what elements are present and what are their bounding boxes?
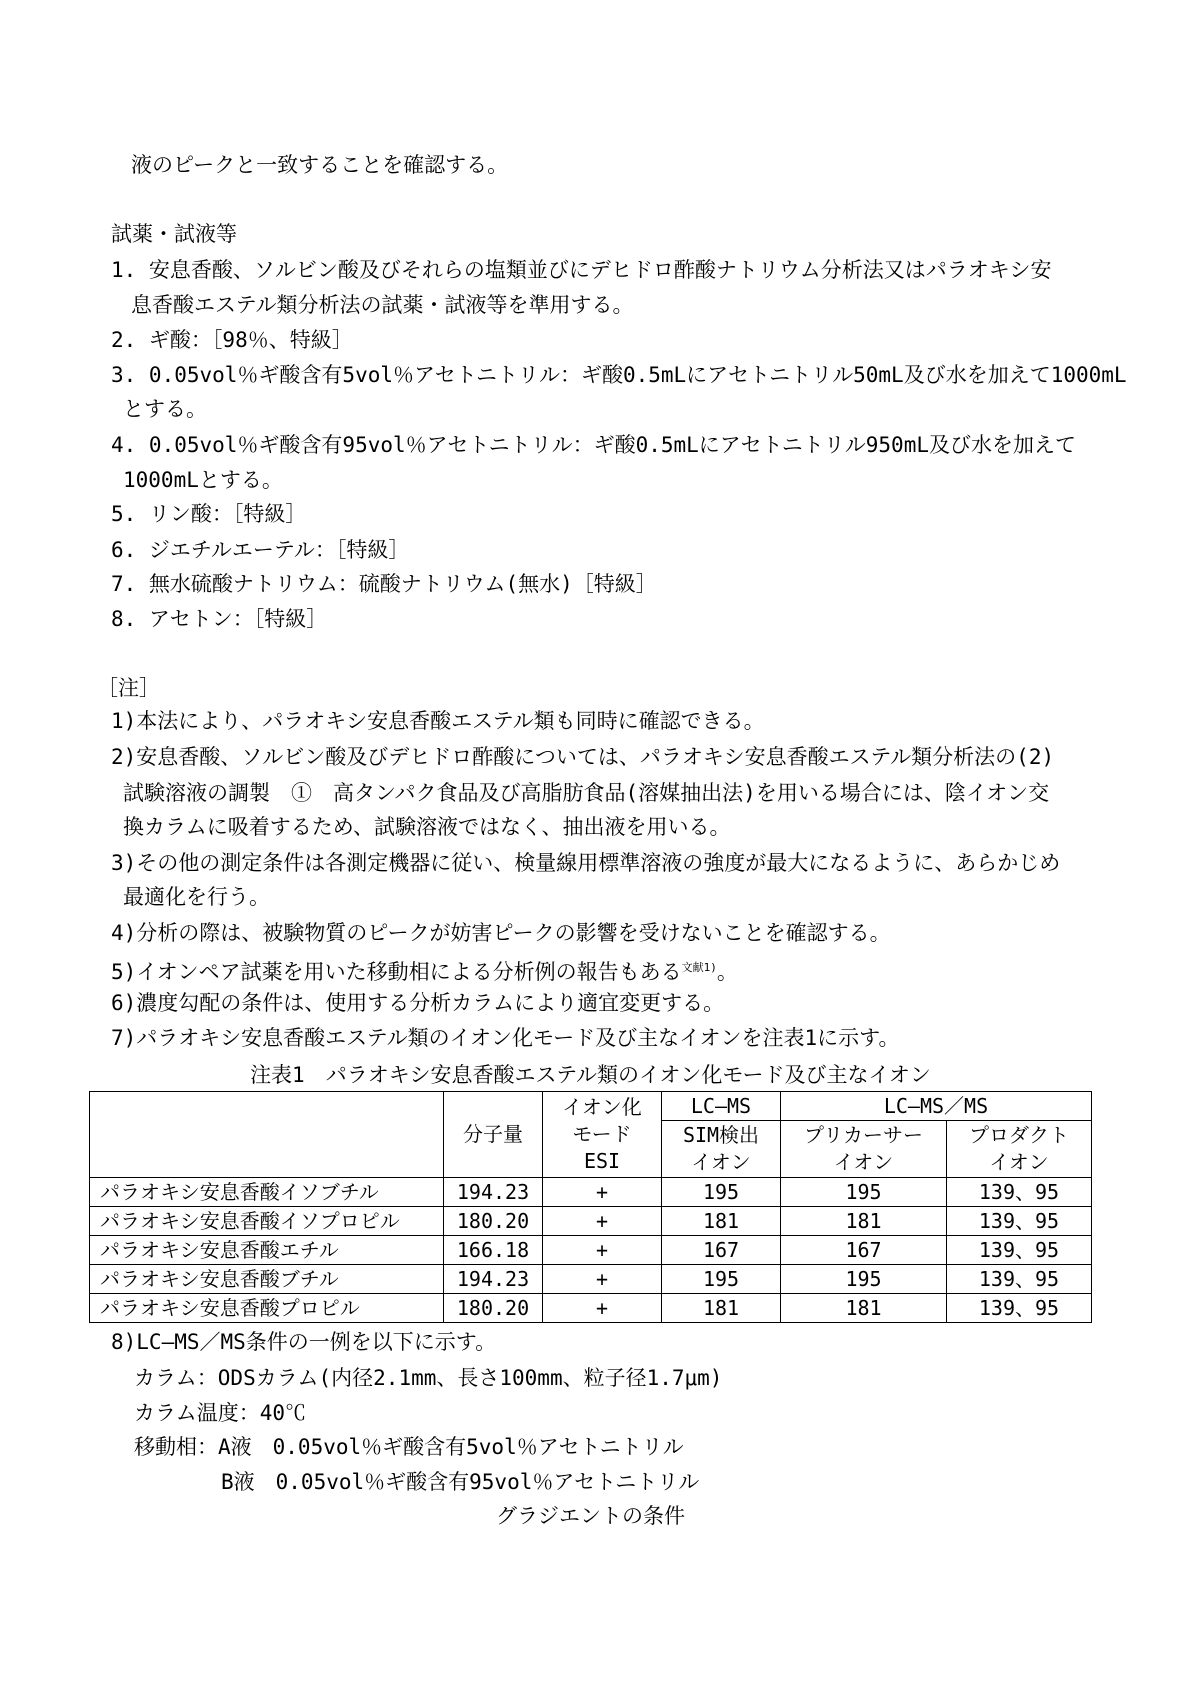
note-2-cont: 試験溶液の調製 ① 高タンパク食品及び高脂肪食品(溶媒抽出法)を用いる場合には、陰イオン交 xyxy=(123,781,1050,805)
header-sim-l1: SIM検出 xyxy=(682,1123,760,1147)
header-mode-l2: モード xyxy=(572,1122,632,1146)
header-mode xyxy=(543,1092,662,1178)
reagents-heading: 試薬・試液等 xyxy=(111,222,237,246)
product-ions: 139、95 xyxy=(947,1294,1092,1323)
product-ions: 139、95 xyxy=(947,1265,1092,1294)
reagent-item-6: 6. ジエチルエーテル：［特級］ xyxy=(111,538,410,562)
intro-line: 液のピークと一致することを確認する。 xyxy=(131,153,509,177)
sim-ion: 195 xyxy=(662,1265,781,1294)
reagent-item-4: 4. 0.05vol％ギ酸含有95vol％アセトニトリル：ギ酸0.5mLにアセトニトリル950mL及び水を加えて xyxy=(111,433,1076,457)
header-product xyxy=(947,1121,1092,1178)
table-row xyxy=(90,1265,1092,1294)
ionization-mode: + xyxy=(543,1294,662,1323)
reagent-item-2: 2. ギ酸：［98％、特級］ xyxy=(111,328,353,352)
reagent-item-1-cont: 息香酸エステル類分析法の試薬・試液等を準用する。 xyxy=(131,293,634,317)
product-ions: 139、95 xyxy=(947,1207,1092,1236)
reagent-item-8: 8. アセトン：［特級］ xyxy=(111,607,328,631)
precursor-ion: 181 xyxy=(781,1207,947,1236)
note-2-cont2: 換カラムに吸着するため、試験溶液ではなく、抽出液を用いる。 xyxy=(123,815,731,839)
compound-name: パラオキシ安息香酸イソプロピル xyxy=(90,1207,444,1236)
table-row xyxy=(90,1294,1092,1323)
ionization-mode: + xyxy=(543,1236,662,1265)
precursor-ion: 181 xyxy=(781,1294,947,1323)
header-mw: 分子量 xyxy=(444,1092,543,1178)
column-temperature: カラム温度：40℃ xyxy=(134,1401,307,1425)
ionization-mode: + xyxy=(543,1207,662,1236)
note-3-cont: 最適化を行う。 xyxy=(123,885,270,909)
header-sim xyxy=(662,1121,781,1178)
column-condition: カラム：ODSカラム(内径2.1mm、長さ100mm、粒子径1.7μm) xyxy=(134,1366,723,1390)
molecular-weight: 166.18 xyxy=(444,1236,543,1265)
product-ions: 139、95 xyxy=(947,1178,1092,1207)
ionization-table xyxy=(89,1091,1092,1323)
compound-name: パラオキシ安息香酸ブチル xyxy=(90,1265,444,1294)
precursor-ion: 167 xyxy=(781,1236,947,1265)
header-product-l1: プロダクト xyxy=(969,1123,1069,1147)
reagent-item-3: 3. 0.05vol％ギ酸含有5vol％アセトニトリル：ギ酸0.5mLにアセトニトリル50mL及び水を加えて1000mL xyxy=(111,363,1127,387)
table-row xyxy=(90,1207,1092,1236)
header-lcms: LC―MS xyxy=(662,1092,781,1121)
header-lcmsms: LC―MS／MS xyxy=(781,1092,1092,1121)
sim-ion: 181 xyxy=(662,1294,781,1323)
mobile-phase-a: 移動相：A液 0.05vol％ギ酸含有5vol％アセトニトリル xyxy=(134,1435,684,1459)
compound-name: パラオキシ安息香酸プロピル xyxy=(90,1294,444,1323)
header-product-l2: イオン xyxy=(989,1150,1049,1174)
note-7: 7)パラオキシ安息香酸エステル類のイオン化モード及び主なイオンを注表1に示す。 xyxy=(111,1026,900,1050)
table-row xyxy=(90,1236,1092,1265)
sim-ion: 167 xyxy=(662,1236,781,1265)
header-blank xyxy=(90,1092,444,1178)
header-mode-l1: イオン化 xyxy=(562,1095,642,1119)
note-1: 1)本法により、パラオキシ安息香酸エステル類も同時に確認できる。 xyxy=(111,709,765,733)
gradient-title: グラジエントの条件 xyxy=(496,1504,685,1528)
molecular-weight: 194.23 xyxy=(444,1265,543,1294)
reference-superscript: 文献1) xyxy=(681,961,717,974)
note-3: 3)その他の測定条件は各測定機器に従い、検量線用標準溶液の強度が最大になるように、あらかじめ xyxy=(111,851,1061,875)
note-6: 6)濃度勾配の条件は、使用する分析カラムにより適宜変更する。 xyxy=(111,991,725,1015)
reagent-item-4-cont: 1000mLとする。 xyxy=(123,468,283,492)
product-ions: 139、95 xyxy=(947,1236,1092,1265)
table-caption: 注表1 パラオキシ安息香酸エステル類のイオン化モード及び主なイオン xyxy=(250,1063,931,1087)
ionization-mode: + xyxy=(543,1265,662,1294)
note-5-text: 5)イオンペア試薬を用いた移動相による分析例の報告もある xyxy=(111,960,682,984)
header-precursor-l2: イオン xyxy=(833,1150,894,1174)
ionization-mode: + xyxy=(543,1178,662,1207)
table-row xyxy=(90,1178,1092,1207)
header-sim-l2: イオン xyxy=(691,1150,751,1174)
conditions-title: 8)LC―MS／MS条件の一例を以下に示す。 xyxy=(111,1330,497,1354)
header-mode-l3: ESI xyxy=(583,1149,621,1173)
sim-ion: 195 xyxy=(662,1178,781,1207)
precursor-ion: 195 xyxy=(781,1178,947,1207)
molecular-weight: 180.20 xyxy=(444,1207,543,1236)
note-4: 4)分析の際は、被験物質のピークが妨害ピークの影響を受けないことを確認する。 xyxy=(111,921,891,945)
header-precursor-l1: プリカーサー xyxy=(804,1123,923,1147)
header-precursor xyxy=(781,1121,947,1178)
compound-name: パラオキシ安息香酸エチル xyxy=(90,1236,444,1265)
note-5-end: 。 xyxy=(716,960,738,984)
reagent-item-1: 1. 安息香酸、ソルビン酸及びそれらの塩類並びにデヒドロ酢酸ナトリウム分析法又はパラオキシ安 xyxy=(111,258,1052,282)
reagent-item-5: 5. リン酸：［特級］ xyxy=(111,502,307,526)
reagent-item-7: 7. 無水硫酸ナトリウム：硫酸ナトリウム(無水)［特級］ xyxy=(111,572,657,596)
reagent-item-3-cont: とする。 xyxy=(123,397,207,421)
notes-heading: ［注］ xyxy=(97,676,160,700)
mobile-phase-b: B液 0.05vol％ギ酸含有95vol％アセトニトリル xyxy=(221,1470,700,1494)
compound-name: パラオキシ安息香酸イソブチル xyxy=(90,1178,444,1207)
precursor-ion: 195 xyxy=(781,1265,947,1294)
note-2: 2)安息香酸、ソルビン酸及びデヒドロ酢酸については、パラオキシ安息香酸エステル類分析法の(2) xyxy=(111,745,1055,769)
molecular-weight: 194.23 xyxy=(444,1178,543,1207)
molecular-weight: 180.20 xyxy=(444,1294,543,1323)
sim-ion: 181 xyxy=(662,1207,781,1236)
note-5 xyxy=(111,953,738,987)
